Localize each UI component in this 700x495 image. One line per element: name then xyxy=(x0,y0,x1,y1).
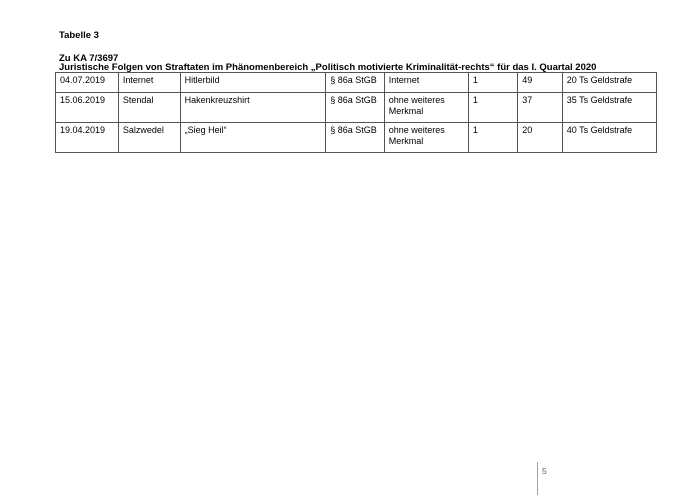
table-row xyxy=(56,123,657,153)
cell-subject: Hakenkreuzshirt xyxy=(180,93,326,123)
cell-age: 20 xyxy=(518,123,563,153)
cell-law: § 86a StGB xyxy=(326,123,384,153)
cell-law: § 86a StGB xyxy=(326,73,384,93)
cell-age: 37 xyxy=(518,93,563,123)
cell-location: Internet xyxy=(118,73,180,93)
cell-date: 15.06.2019 xyxy=(56,93,119,123)
cell-age: 49 xyxy=(518,73,563,93)
table-row xyxy=(56,93,657,123)
table-caption: Juristische Folgen von Straftaten im Phänomenbereich „Politisch motivierte Kriminalität-rechts“ für das I. Quartal 2020 xyxy=(59,62,597,73)
table-row xyxy=(56,73,657,93)
cell-count: 1 xyxy=(468,123,517,153)
cell-location: Salzwedel xyxy=(118,123,180,153)
cell-feature: ohne weiteres Merkmal xyxy=(384,123,468,153)
page-number-rule xyxy=(537,462,538,495)
cell-penalty: 20 Ts Geldstrafe xyxy=(562,73,656,93)
cell-feature: ohne weiteres Merkmal xyxy=(384,93,468,123)
page-number: 5 xyxy=(542,466,547,476)
cell-penalty: 35 Ts Geldstrafe xyxy=(562,93,656,123)
cell-location: Stendal xyxy=(118,93,180,123)
cell-penalty: 40 Ts Geldstrafe xyxy=(562,123,656,153)
cell-count: 1 xyxy=(468,93,517,123)
cell-subject: Hitlerbild xyxy=(180,73,326,93)
cell-date: 19.04.2019 xyxy=(56,123,119,153)
document-reference: Zu KA 7/3697 xyxy=(59,53,119,64)
data-table xyxy=(55,72,657,153)
cell-feature: Internet xyxy=(384,73,468,93)
cell-date: 04.07.2019 xyxy=(56,73,119,93)
cell-subject: „Sieg Heil“ xyxy=(180,123,326,153)
table-label: Tabelle 3 xyxy=(59,30,99,41)
cell-law: § 86a StGB xyxy=(326,93,384,123)
cell-count: 1 xyxy=(468,73,517,93)
